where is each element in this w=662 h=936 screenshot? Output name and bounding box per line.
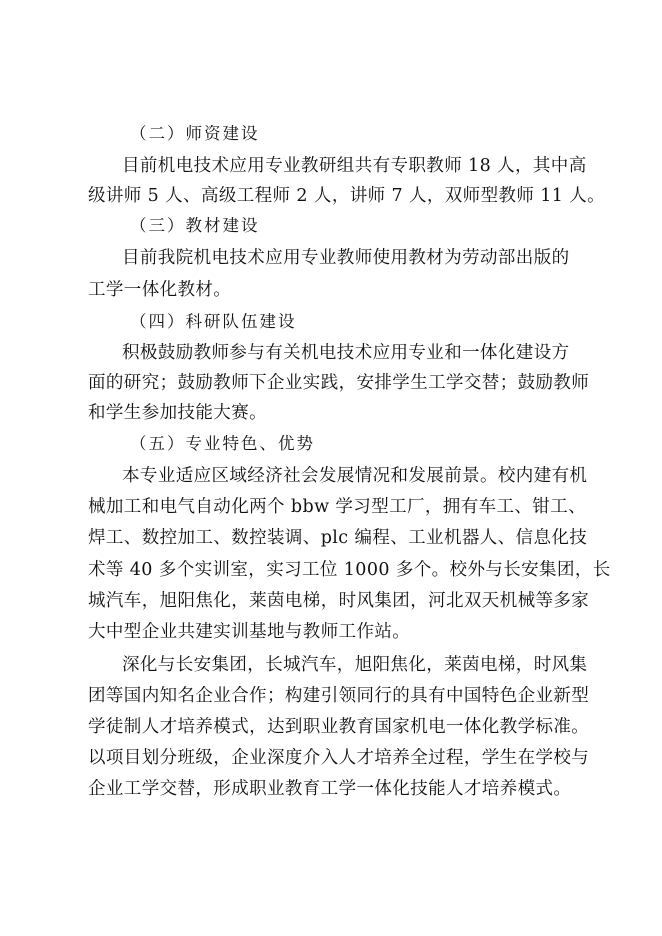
paragraph-line: 团等国内知名企业合作；构建引领同行的具有中国特色企业新型 xyxy=(88,686,590,706)
paragraph-line: 面的研究；鼓励教师下企业实践，安排学生工学交替；鼓励教师 xyxy=(88,373,590,393)
section-heading-3: （三）教材建设 xyxy=(130,216,260,235)
paragraph-line: 和学生参加技能大赛。 xyxy=(88,403,267,423)
section-heading-2: （二）师资建设 xyxy=(130,124,260,143)
paragraph-line: 目前我院机电技术应用专业教师使用教材为劳动部出版的 xyxy=(122,248,570,268)
paragraph-line: 城汽车，旭阳焦化，莱茵电梯，时风集团，河北双天机械等多家 xyxy=(88,591,590,611)
paragraph-line: 学徒制人才培养模式，达到职业教育国家机电一体化教学标准。 xyxy=(88,717,590,737)
paragraph-line: 大中型企业共建实训基地与教师工作站。 xyxy=(88,622,411,642)
paragraph-line: 械加工和电气自动化两个 bbw 学习型工厂，拥有车工、钳工、 xyxy=(88,497,587,517)
paragraph-line: 本专业适应区域经济社会发展情况和发展前景。校内建有机 xyxy=(122,466,588,486)
paragraph-line: 积极鼓励教师参与有关机电技术应用专业和一体化建设方 xyxy=(122,343,570,363)
section-heading-5: （五）专业特色、优势 xyxy=(130,434,315,453)
paragraph-line: 企业工学交替，形成职业教育工学一体化技能人才培养模式。 xyxy=(88,779,572,799)
paragraph-line: 焊工、数控加工、数控装调、plc 编程、工业机器人、信息化技 xyxy=(88,528,588,548)
paragraph-line: 级讲师 5 人、高级工程师 2 人，讲师 7 人，双师型教师 11 人。 xyxy=(88,186,606,206)
paragraph-line: 工学一体化教材。 xyxy=(88,280,232,300)
paragraph-line: 目前机电技术应用专业教研组共有专职教师 18 人，其中高 xyxy=(122,156,587,176)
paragraph-line: 深化与长安集团，长城汽车，旭阳焦化，莱茵电梯，时风集 xyxy=(122,655,588,675)
section-heading-4: （四）科研队伍建设 xyxy=(130,312,297,331)
paragraph-line: 术等 40 多个实训室，实习工位 1000 多个。校外与长安集团，长 xyxy=(88,560,611,580)
paragraph-line: 以项目划分班级，企业深度介入人才培养全过程，学生在学校与 xyxy=(88,748,590,768)
